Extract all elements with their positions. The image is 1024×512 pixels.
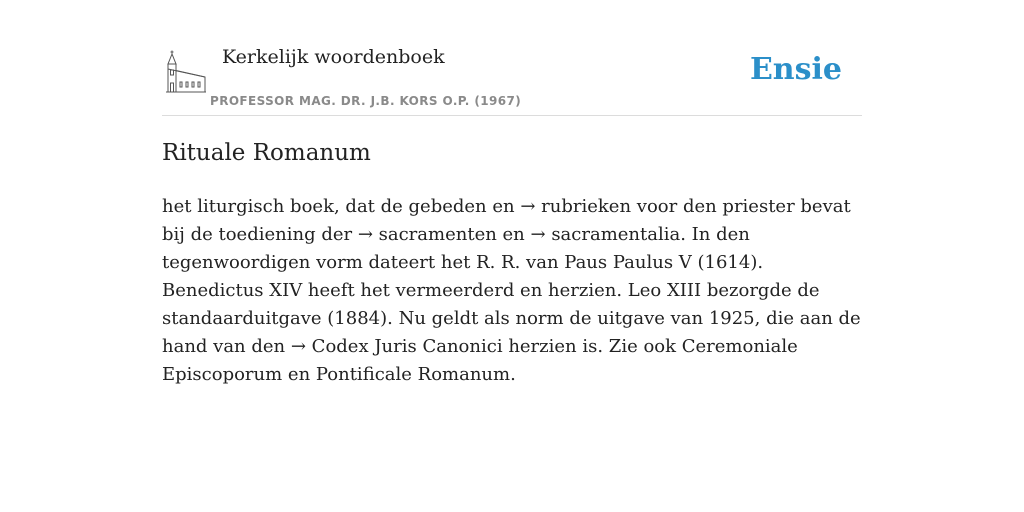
book-title[interactable]: Kerkelijk woordenboek <box>222 46 445 68</box>
entry-text: voor den priester bevat bij de toediening der <box>162 196 851 245</box>
entry-title: Rituale Romanum <box>162 140 371 166</box>
church-icon <box>165 50 207 94</box>
entry-text: en <box>496 224 531 245</box>
cross-reference-link[interactable]: → rubrieken <box>520 196 632 217</box>
entry-text: . In den tegenwoordigen vorm dateert het R. R. van Paus Paulus V (1614). Benedictus XIV heeft het vermeerderd en herzien. Leo XIII bezorgde de standaarduitgave (1884). Nu geldt als norm de uitgave van 1925, die aan de hand van den <box>162 224 861 357</box>
book-author: PROFESSOR MAG. DR. J.B. KORS O.P. (1967) <box>210 94 522 108</box>
cross-reference-link[interactable]: → sacramentalia <box>530 224 681 245</box>
entry-text: herzien is. Zie ook Ceremoniale Episcoporum en Pontificale Romanum. <box>162 336 798 385</box>
dictionary-header <box>162 40 862 116</box>
ensie-logo-link[interactable]: Ensie <box>749 52 842 87</box>
cross-reference-link[interactable]: → Codex Juris Canonici <box>290 336 503 357</box>
entry-text: het liturgisch boek, dat de gebeden en <box>162 196 521 217</box>
entry-body <box>162 193 862 389</box>
cross-reference-link[interactable]: → sacramenten <box>357 224 497 245</box>
